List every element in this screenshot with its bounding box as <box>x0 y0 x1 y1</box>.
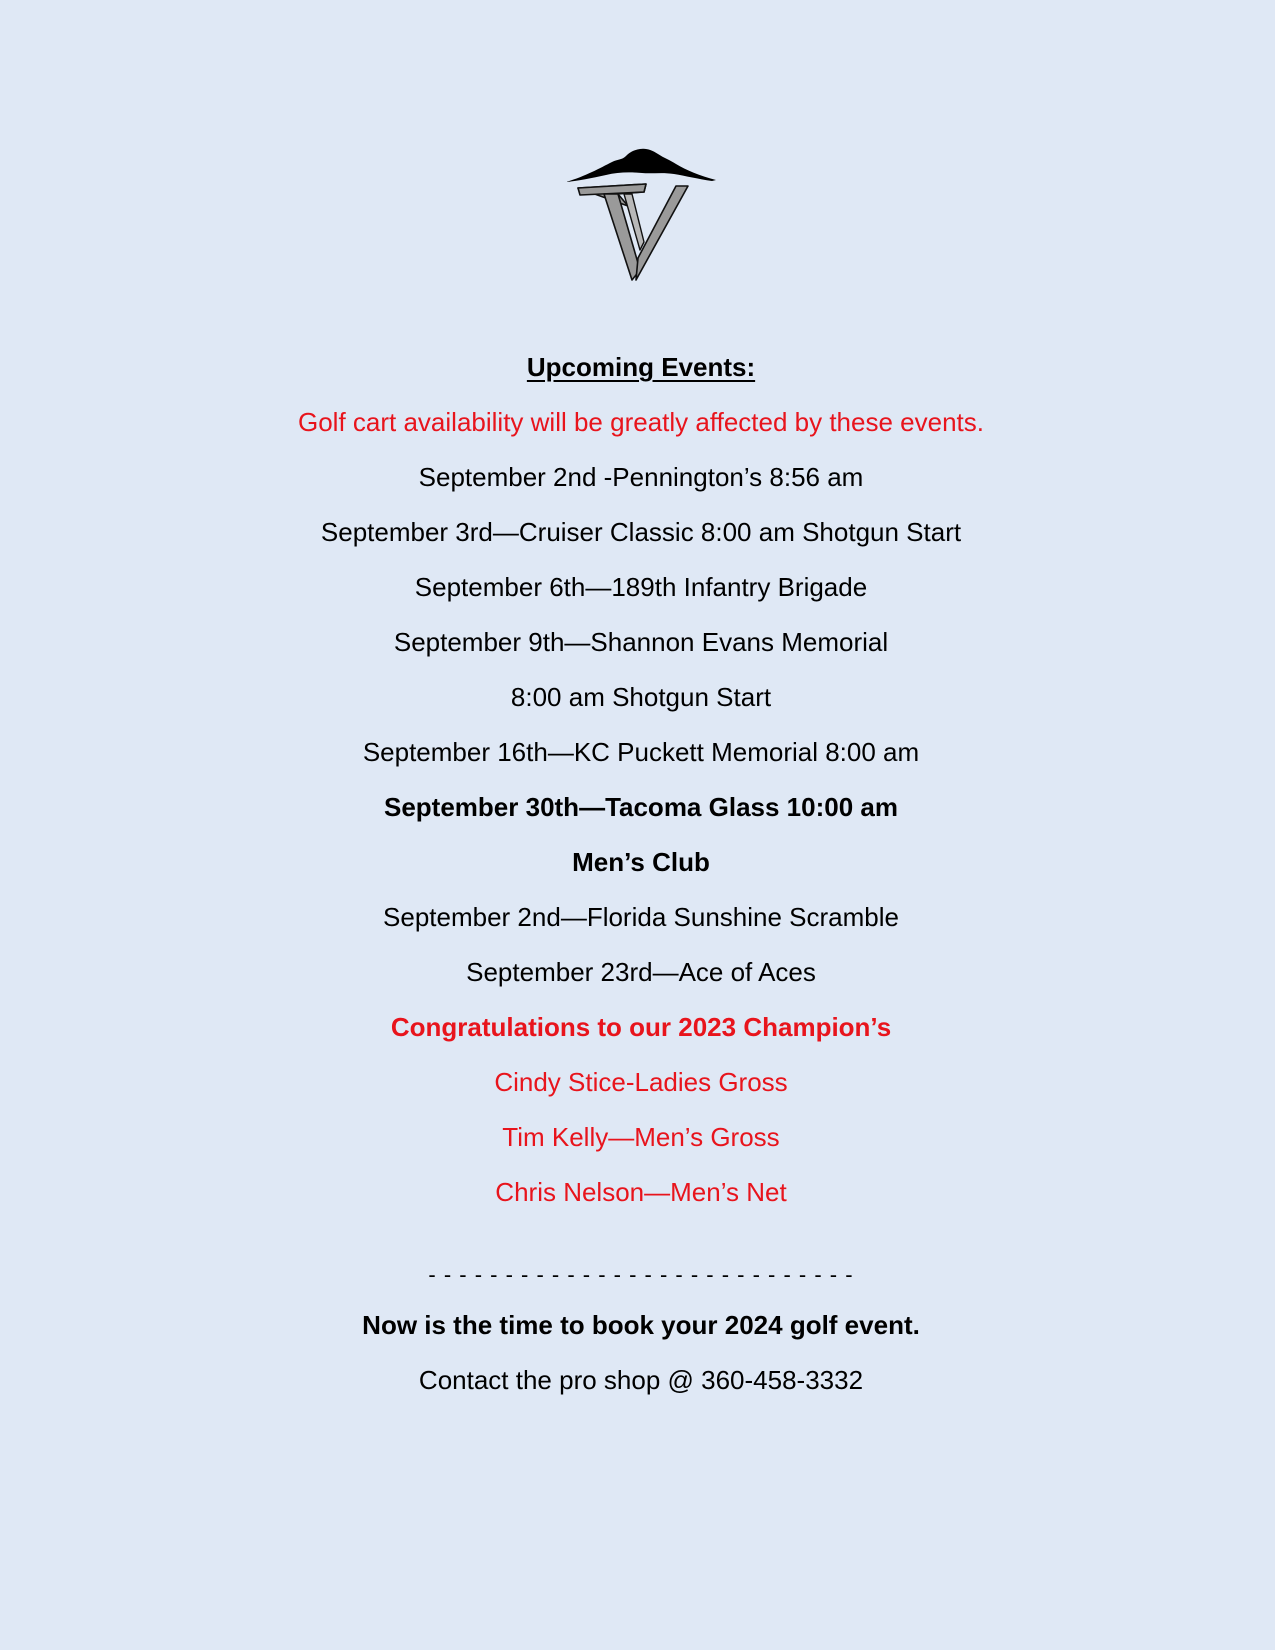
mountain-tv-logo-icon <box>566 146 716 282</box>
event-item: September 6th—189th Infantry Brigade <box>414 572 868 602</box>
flyer-content <box>0 350 1275 1418</box>
event-item: September 16th—KC Puckett Memorial 8:00 am <box>362 737 920 767</box>
booking-callout: Now is the time to book your 2024 golf event. <box>362 1310 920 1340</box>
cart-availability-notice: Golf cart availability will be greatly affected by these events. <box>298 407 984 437</box>
mens-club-item: September 23rd—Ace of Aces <box>466 957 816 987</box>
dashed-divider: - - - - - - - - - - - - - - - - - - - - - - - - - - - - <box>428 1262 854 1287</box>
event-item: 8:00 am Shotgun Start <box>510 682 772 712</box>
champion-item: Tim Kelly—Men’s Gross <box>502 1122 780 1152</box>
champions-heading: Congratulations to our 2023 Champion’s <box>390 1012 892 1042</box>
event-item-highlight: September 30th—Tacoma Glass 10:00 am <box>384 792 898 822</box>
event-item: September 9th—Shannon Evans Memorial <box>393 627 889 657</box>
pro-shop-contact: Contact the pro shop @ 360-458-3332 <box>418 1365 864 1395</box>
upcoming-events-heading: Upcoming Events: <box>526 352 756 382</box>
mens-club-heading: Men’s Club <box>572 847 710 877</box>
section-spacer <box>0 1230 1275 1260</box>
mens-club-item: September 2nd—Florida Sunshine Scramble <box>383 902 899 932</box>
champion-item: Chris Nelson—Men’s Net <box>495 1177 787 1207</box>
champion-item: Cindy Stice-Ladies Gross <box>494 1067 788 1097</box>
event-item: September 3rd—Cruiser Classic 8:00 am Shotgun Start <box>320 517 962 547</box>
event-item: September 2nd -Pennington’s 8:56 am <box>418 462 864 492</box>
